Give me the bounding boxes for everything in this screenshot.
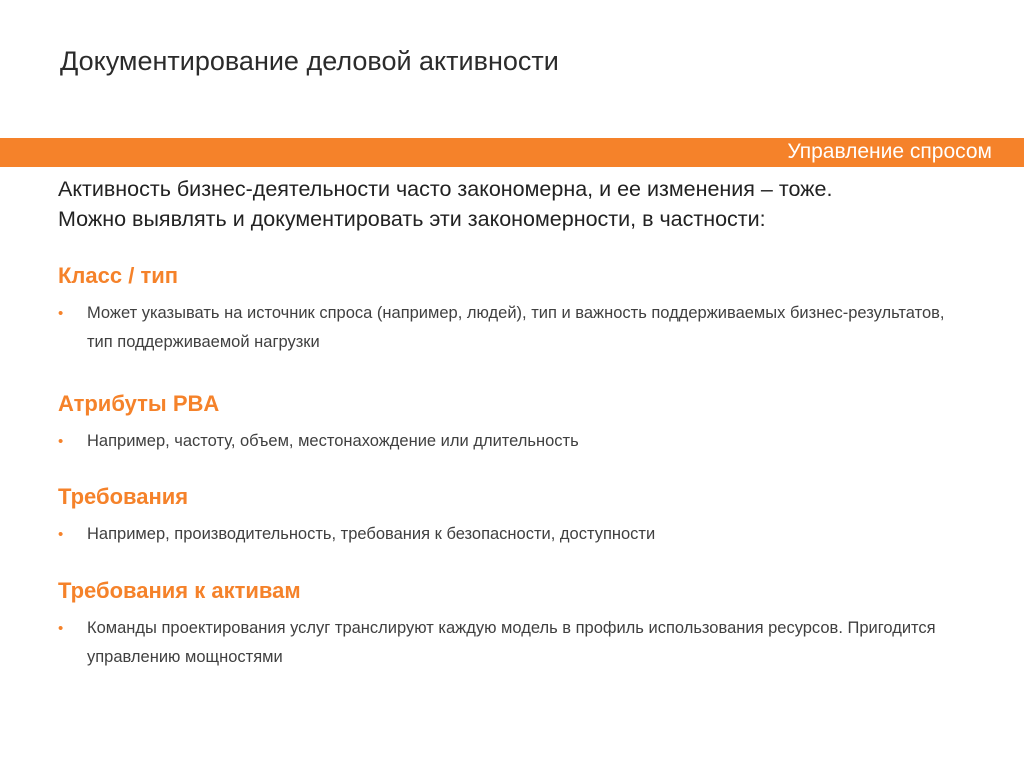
section-heading: Атрибуты PBA [58, 391, 220, 416]
bullet-item [58, 614, 958, 672]
bullet-icon: • [58, 526, 64, 543]
section-heading: Требования к активам [58, 578, 301, 603]
section-pba-attributes [58, 390, 958, 456]
section-asset-requirements [58, 577, 958, 672]
slide-title: Документирование деловой активности [60, 46, 559, 76]
bullet-icon: • [58, 620, 64, 637]
bullet-text: Например, производительность, требования к безопасности, доступности [87, 525, 656, 543]
intro-line: Можно выявлять и документировать эти закономерности, в частности: [58, 207, 766, 231]
section-heading: Класс / тип [58, 263, 179, 288]
section-class-type [58, 262, 958, 357]
intro-line: Активность бизнес-деятельности часто закономерна, и ее изменения – тоже. [58, 177, 833, 201]
bullet-item [58, 520, 958, 549]
bullet-text: Например, частоту, объем, местонахождение или длительность [87, 432, 579, 450]
bullet-icon: • [58, 305, 64, 322]
section-heading: Требования [58, 484, 189, 509]
bullet-item [58, 299, 958, 357]
banner-label: Управление спросом [787, 140, 992, 163]
section-requirements [58, 483, 958, 549]
section-banner [0, 138, 1024, 167]
intro-text [58, 174, 998, 234]
bullet-icon: • [58, 433, 64, 450]
bullet-item [58, 427, 958, 456]
bullet-text: Может указывать на источник спроса (например, людей), тип и важность поддерживаемых бизнес-результатов, тип поддерживаемой нагрузки [87, 304, 945, 351]
bullet-text: Команды проектирования услуг транслируют каждую модель в профиль использования ресурсов. Пригодится управлению мощностями [87, 619, 936, 666]
